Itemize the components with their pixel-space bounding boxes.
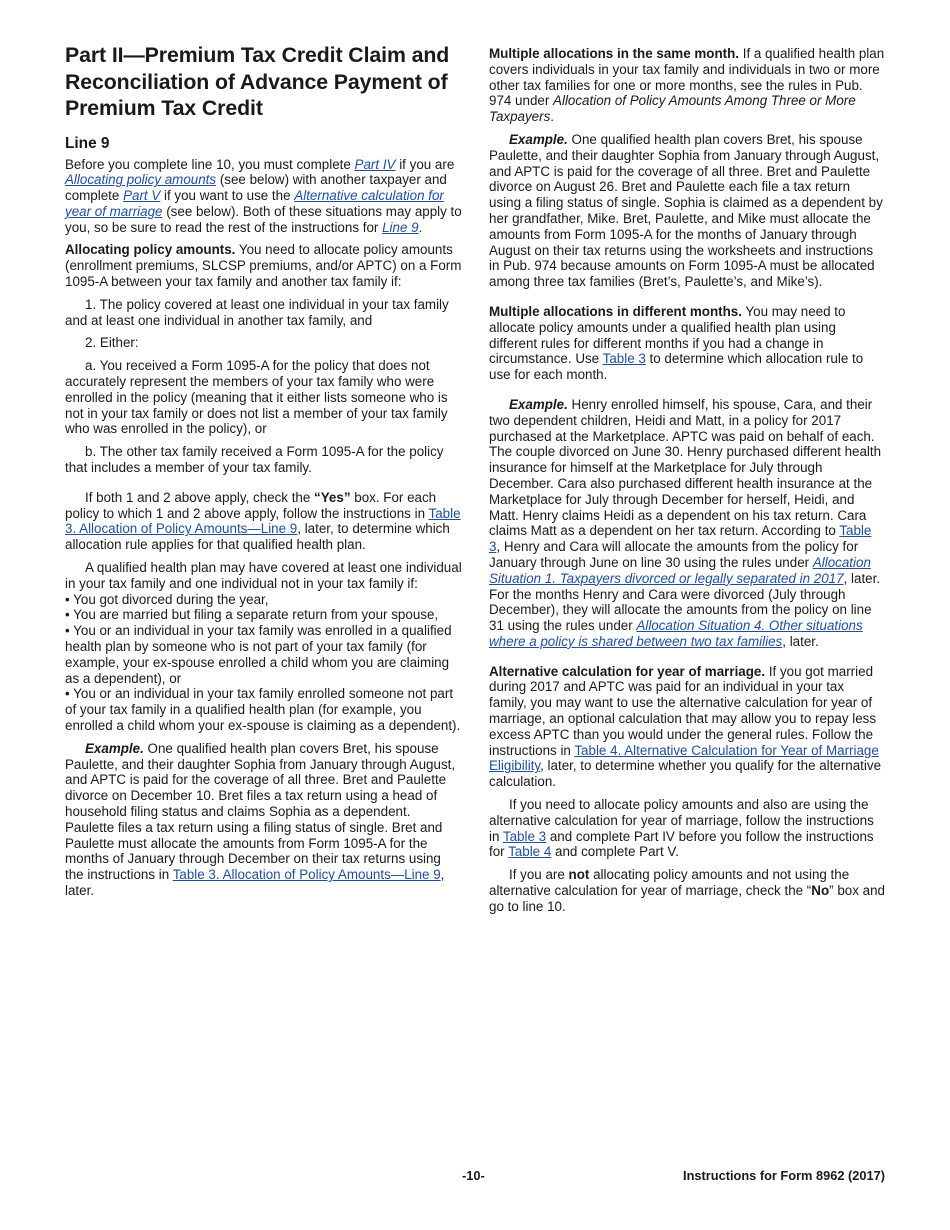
list-item: • You are married but filing a separate return from your spouse, — [65, 607, 439, 623]
table-4-link[interactable]: Table 4. Alternative Calculation for Year of Marriage Eligibility — [489, 742, 879, 774]
allocating-policy-amounts-link[interactable]: Allocating policy amounts — [65, 172, 217, 188]
list-item: • You got divorced during the year, — [65, 591, 269, 607]
page-number: -10- — [462, 1168, 485, 1183]
part-iv-link[interactable]: Part IV — [354, 156, 396, 172]
left-column — [65, 42, 463, 906]
table-3-link[interactable]: Table 3 — [502, 828, 547, 844]
both-apply-paragraph: If both 1 and 2 above apply, check the “Yes” box. For each policy to which 1 and 2 above apply, follow the instructions in Table 3. Allocation of Policy Amounts—Line 9, later, to determine which allocation rule applies for that qualified health plan. — [65, 489, 461, 553]
table-4-link[interactable]: Table 4 — [508, 844, 552, 860]
multiple-allocations-same-month: Multiple allocations in the same month. If a qualified health plan covers individuals in your tax family and individuals in two or more other tax families for one or more months, see the rules in Pub. 974 under Allocation of Policy Amounts Among Three or More Taxpayers. — [489, 46, 885, 125]
condition-2b: b. The other tax family received a Form 1095-A for the policy that includes a member of your tax family. — [65, 444, 444, 476]
table-3-link[interactable]: Table 3. Allocation of Policy Amounts—Line 9 — [65, 505, 461, 537]
example-2: Example. One qualified health plan covers Bret, his spouse Paulette, and their daughter Sophia from January through August, and APTC is paid for the coverage of all three. Bret and Paulette divorce on August 26. Bret and Paulette each file a tax return using a filing status of single. Sophia is claimed as a dependent by her grandfather, Mike. Bret, Paulette, and Mike must allocate the amounts from Form 1095-A for the months of January through August on their tax returns using the worksheets and instructions in Pub. 974 because amounts on Form 1095-A must be allocated among three tax families (Bret’s, Paulette’s, and Mike’s). — [489, 131, 883, 290]
allocate-and-alternative-paragraph: If you need to allocate policy amounts and also are using the alternative calculation for year of marriage, follow the instructions in Table 3 and complete Part IV before you follow the instructions for Table 4 and complete Part V. — [489, 797, 874, 860]
alternative-calculation-paragraph: Alternative calculation for year of marriage. If you got married during 2017 and APTC was paid for an individual in your tax family, you may want to use the alternative calculation for year of marriage, an optional calculation that may allow you to repay less excess APTC than you would under the general rules. Follow the instructions in Table 4. Alternative Calculation for Year of Marriage Eligibility, later, to determine whether you qualify for the alternative calculation. — [489, 663, 882, 790]
bullet-list — [65, 592, 463, 734]
right-column — [489, 46, 885, 922]
example-3: Example. Henry enrolled himself, his spouse, Cara, and their two dependent children, Heidi and Matt, in a policy for 2017 purchased at the Marketplace. APTC was paid on behalf of each. The couple divorced on June 30. Henry purchased different health insurance for himself at the Marketplace for July through December. Cara also purchased different health insurance at the Marketplace for July through December for herself, Heidi, and Matt. Henry claims Heidi as a dependent on his tax return. Cara claims Matt as a dependent on her tax return. According to Table 3, Henry and Cara will allocate the amounts from the policy for January through June on line 30 using the rules under Allocation Situation 1. Taxpayers divorced or legally separated in 2017, later. For the months Henry and Cara were divorced (July through December), they will allocate the amounts from the policy on line 31 using the rules under Allocation Situation 4. Other situations where a policy is shared between two tax families, later. — [489, 396, 882, 649]
not-allocating-paragraph: If you are not allocating policy amounts and not using the alternative calculation for year of marriage, check the “No” box and go to line 10. — [489, 867, 885, 914]
condition-2: 2. Either: — [85, 335, 139, 351]
example-1: Example. One qualified health plan covers Bret, his spouse Paulette, and their daughter Sophia from January through August, and APTC is paid for the coverage of all three. Bret and Paulette divorce on December 10. Bret files a tax return using a head of household filing status and claims Sophia as a dependent. Paulette files a tax return using a filing status of single. Bret and Paulette must allocate the amounts from Form 1095-A for the months of January through December on their tax returns using the instructions in Table 3. Allocation of Policy Amounts—Line 9, later. — [65, 740, 456, 898]
qhp-paragraph: A qualified health plan may have covered at least one individual in your tax family and one individual not in your tax family if: — [65, 560, 462, 591]
list-item: • You or an individual in your tax family enrolled someone not part of your tax family in a qualified health plan (for example, you enrolled a child whom your ex-spouse is claiming as a dependent). — [65, 686, 461, 733]
multiple-allocations-different-months: Multiple allocations in different months. You may need to allocate policy amounts under a qualified health plan using different rules for different months if you had a change in circumstance. Use Table 3 to determine which allocation rule to use for each month. — [489, 303, 864, 383]
line-9-link[interactable]: Line 9 — [382, 219, 419, 235]
allocation-situation-1-link[interactable]: Allocation Situation 1. Taxpayers divorced or legally separated in 2017 — [489, 554, 871, 586]
list-item: • You or an individual in your tax family was enrolled in a qualified health plan by someone who is not part of your tax family (for example, your ex-spouse enrolled a child whom you are claiming as a dependent), or — [65, 623, 452, 686]
line-9-heading: Line 9 — [65, 134, 110, 152]
condition-2a: a. You received a Form 1095-A for the policy that does not accurately represent the members of your tax family who were enrolled in the policy (meaning that it either lists someone who is not in your tax family or does not list a member of your tax family who was enrolled in the policy), or — [65, 358, 448, 437]
part-v-link[interactable]: Part V — [123, 188, 161, 204]
page-heading: Part II—Premium Tax Credit Claim and Reconciliation of Advance Payment of Premium Tax Credit — [65, 43, 450, 120]
form-title-footer: Instructions for Form 8962 (2017) — [683, 1168, 885, 1183]
allocating-policy-amounts-paragraph: Allocating policy amounts. You need to allocate policy amounts (enrollment premiums, SLCSP premiums, and/or APTC) on a Form 1095-A between your tax family and another tax family if: — [65, 242, 462, 290]
condition-1: 1. The policy covered at least one individual in your tax family and at least one individual in another tax family, and — [65, 296, 449, 328]
table-3-link[interactable]: Table 3. Allocation of Policy Amounts—Line 9 — [172, 867, 441, 883]
table-3-link[interactable]: Table 3 — [489, 523, 872, 555]
alternative-calculation-link[interactable]: Alternative calculation for year of marriage — [65, 188, 444, 219]
allocation-situation-4-link[interactable]: Allocation Situation 4. Other situations where a policy is shared between two tax families — [489, 618, 863, 649]
line-9-intro: Before you complete line 10, you must complete Part IV if you are Allocating policy amounts (see below) with another taxpayer and complete Part V if you want to use the Alternative calculation for year of marriage (see below). Both of these situations may apply to you, so be sure to read the rest of the instructions for Line 9. — [65, 156, 462, 235]
table-3-link[interactable]: Table 3 — [602, 351, 646, 367]
